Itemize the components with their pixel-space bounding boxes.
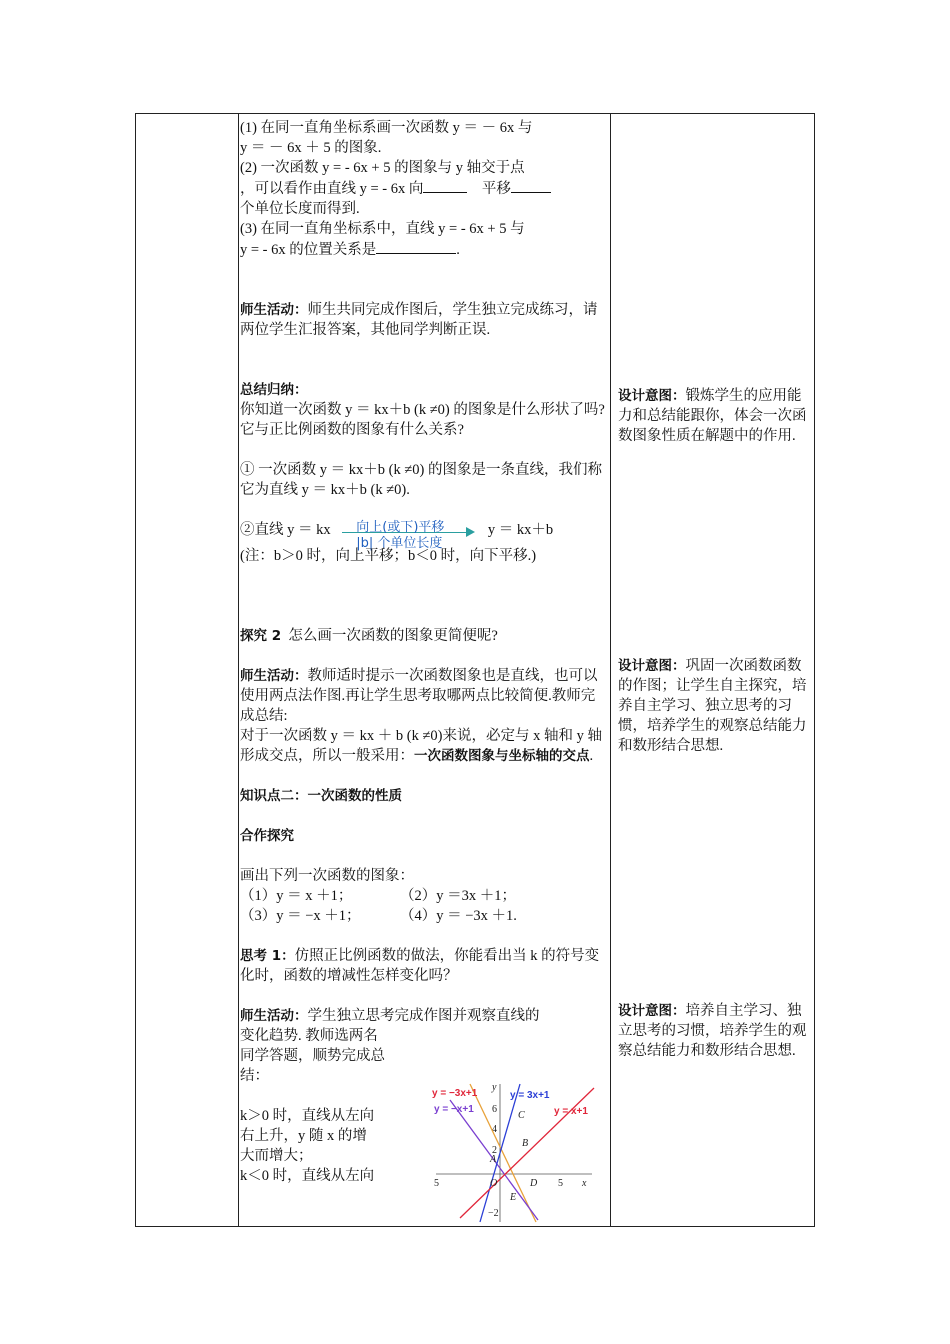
activity-3-text-1: 学生独立思考完成作图并观察直线的 (307, 1008, 540, 1024)
question-2-line-2 (240, 178, 608, 199)
functions-row-2 (240, 906, 608, 926)
summary-point-2 (240, 520, 608, 551)
function-2: （2）y ＝3x ＋1； (400, 888, 516, 904)
activity-2-end: . (589, 748, 594, 764)
activity-3-label: 师生活动： (240, 1008, 308, 1024)
design-intent-2 (618, 656, 808, 756)
question-2-shift: 平移 (481, 181, 511, 197)
question-1-line-1: (1) 在同一直角坐标系画一次函数 y ＝ － 6x 与 (240, 120, 533, 136)
k-positive-line-3: 大而增大； (240, 1148, 313, 1164)
explore-2-text: 怎么画一次函数的图象更简便呢? (288, 628, 498, 644)
summary-question: 你知道一次函数 y ＝ kx＋b (k ≠0) 的图象是什么形状了吗?它与正比例函数的图象有什么关系? (240, 402, 605, 438)
question-3-line-2 (240, 239, 608, 260)
translation-arrow (334, 520, 484, 551)
k-positive-line-2: 右上升，y 随 x 的增 (240, 1128, 367, 1144)
tick-x-5: 5 (558, 1178, 563, 1189)
middle-column (240, 118, 608, 1186)
tick-minus-2: −2 (488, 1208, 499, 1219)
point-O: O (490, 1178, 498, 1189)
function-4: （4）y ＝ −3x ＋1. (400, 908, 517, 924)
activity-3-line-2: 变化趋势. 教师选两名 (240, 1028, 378, 1044)
label-3x-plus-1: y = 3x+1 (510, 1090, 550, 1101)
activity-3-line-3: 同学答题，顺势完成总 (240, 1048, 385, 1064)
cooperative-inquiry: 合作探究 (240, 828, 294, 844)
summary-note (240, 546, 608, 566)
question-3-line-1: (3) 在同一直角坐标系中，直线 y = - 6x + 5 与 (240, 221, 525, 237)
knowledge-point-2: 知识点二：一次函数的性质 (240, 788, 402, 804)
blank-relation (376, 239, 456, 254)
design-intent-1 (618, 386, 808, 446)
arrow-right-icon (466, 527, 475, 537)
tick-x-minus-5: 5 (434, 1178, 439, 1189)
activity-2-text: 教师适时提示一次函数图象也是直线，也可以使用两点法作图.再让学生思考取哪两点比较简便.教师完成总结: (240, 668, 598, 724)
function-1: （1）y ＝ x ＋1； (240, 888, 353, 904)
column-divider-2 (610, 114, 611, 1226)
point-E: E (510, 1192, 517, 1203)
activity-1-text: 师生共同完成作图后，学生独立完成练习，请两位学生汇报答案，其他同学判断正误. (240, 302, 598, 338)
design-intent-1-text: 锻炼学生的应用能力和总结能跟你，体会一次函数图象性质在解题中的作用. (618, 388, 807, 444)
line-kx: ②直线 y ＝ kx (240, 522, 331, 538)
design-intent-2-label: 设计意图： (618, 658, 686, 674)
arrow-label-bottom: |b| 个单位长度 (356, 536, 443, 551)
summary-note-text: (注：b＞0 时，向上平移；b＜0 时，向下平移.) (240, 548, 537, 564)
activity-2-key-point: 一次函数图象与坐标轴的交点 (414, 748, 590, 764)
activity-1-label: 师生活动： (240, 302, 308, 318)
question-1-line-2: y ＝ － 6x ＋ 5 的图象. (240, 140, 382, 156)
point-C: C (518, 1110, 525, 1121)
blank-units (511, 178, 551, 193)
question-3-end: . (456, 242, 460, 258)
question-2-line-1: (2) 一次函数 y = - 6x + 5 的图象与 y 轴交于点 (240, 160, 525, 176)
k-negative-line-1: k＜0 时，直线从左向 (240, 1168, 375, 1184)
activity-2-label: 师生活动： (240, 668, 308, 684)
y-axis-label: y (492, 1082, 497, 1093)
point-B: B (522, 1138, 529, 1149)
explore-2 (240, 626, 608, 646)
summary-point-1: ① 一次函数 y ＝ kx＋b (k ≠0) 的图象是一条直线，我们称它为直线 y ＝ kx＋b (k ≠0). (240, 462, 602, 498)
activity-3-line-4: 结： (240, 1068, 269, 1084)
design-intent-2-text: 巩固一次函数函数的作图；让学生自主探究，培养自主学习、独立思考的习惯，培养学生的观察总结能力和数形结合思想. (618, 658, 807, 754)
design-intent-3-text: 培养自主学习、独立思考的习惯，培养学生的观察总结能力和数形结合思想. (618, 1003, 807, 1059)
column-divider-1 (238, 114, 239, 1226)
tick-6: 6 (492, 1104, 497, 1115)
design-intent-3 (618, 1001, 808, 1061)
think-1 (240, 946, 608, 986)
activity-2-conclusion (240, 726, 608, 766)
functions-row-1 (240, 886, 608, 906)
activity-1 (240, 300, 608, 340)
activity-3-line-1 (240, 1006, 608, 1026)
question-3-text: y = - 6x 的位置关系是 (240, 242, 377, 258)
design-intent-1-label: 设计意图： (618, 388, 686, 404)
k-positive-line-1: k＞0 时，直线从左向 (240, 1108, 375, 1124)
tick-2: 2 (492, 1145, 497, 1156)
question-2-text: ，可以看作由直线 y = - 6x 向 (240, 181, 424, 197)
tick-4: 4 (492, 1124, 497, 1135)
function-3: （3）y ＝ −x ＋1； (240, 908, 361, 924)
blank-direction (423, 178, 467, 193)
draw-intro: 画出下列一次函数的图象： (240, 868, 414, 884)
think-1-label: 思考 1： (240, 948, 295, 964)
summary-label: 总结归纳： (240, 382, 308, 398)
point-D: D (530, 1178, 538, 1189)
design-intent-3-label: 设计意图： (618, 1003, 686, 1019)
explore-2-label: 探究 2 (240, 628, 282, 644)
label-neg-x-plus-1: y = −x+1 (434, 1104, 474, 1115)
label-neg-3x-plus-1: y = −3x+1 (432, 1088, 478, 1099)
question-2-line-3: 个单位长度而得到. (240, 201, 360, 217)
linear-functions-graph (432, 1082, 606, 1224)
arrow-label-top: 向上(或下)平移 (356, 520, 445, 535)
point-A: A (490, 1154, 497, 1165)
think-1-text: 仿照正比例函数的做法，你能看出当 k 的符号变化时，函数的增减性怎样变化吗？ (240, 948, 600, 984)
label-x-plus-1: y = x+1 (554, 1106, 588, 1117)
activity-2 (240, 666, 608, 726)
line-kx-plus-b: y ＝ kx＋b (487, 522, 554, 538)
activity-2-conclusion-text: 对于一次函数 y ＝ kx ＋ b (k ≠0)来说，必定与 x 轴和 y 轴形成交点，所以一般采用： (240, 728, 602, 764)
lesson-table (135, 113, 815, 1227)
x-axis-label: x (582, 1178, 587, 1189)
